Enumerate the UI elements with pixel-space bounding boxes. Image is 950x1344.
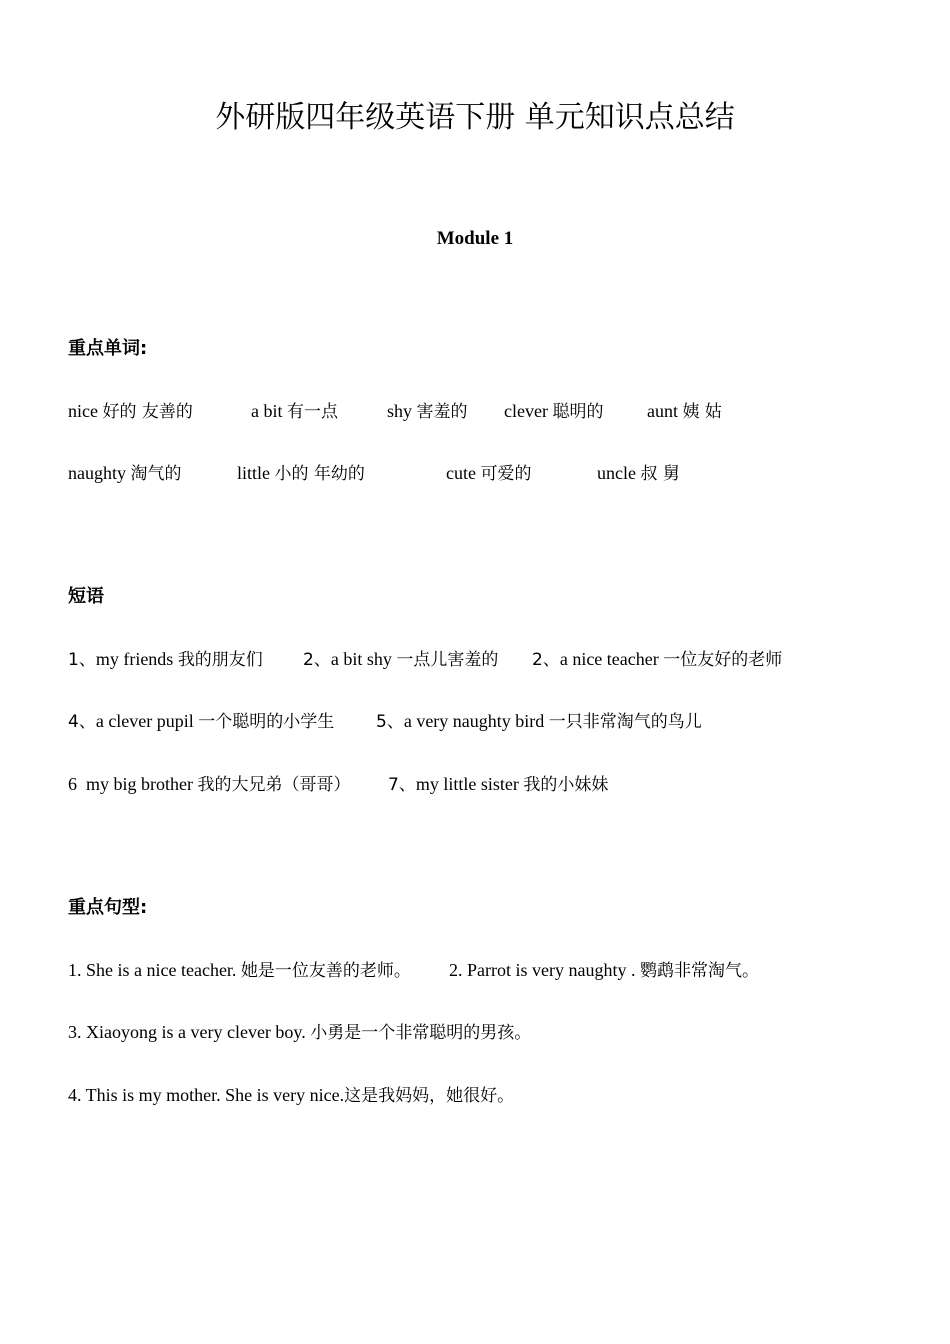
vocab-word: clever	[504, 401, 548, 421]
phrase-chinese: 一点儿害羞的	[396, 650, 499, 670]
vocab-meaning: 可爱的	[480, 464, 532, 484]
sentence-chinese: 这是我妈妈，她很好。	[344, 1086, 515, 1106]
sentence-item	[449, 956, 759, 985]
vocab-meaning: 姨 姑	[682, 402, 722, 422]
phrase-item	[68, 707, 334, 736]
sentence-english: 3. Xiaoyong is a very clever boy.	[68, 1022, 306, 1042]
phrase-item	[388, 770, 608, 799]
phrase-number: 1、	[68, 650, 96, 670]
phrase-chinese: 我的小妹妹	[523, 775, 609, 795]
phrase-chinese: 一个聪明的小学生	[198, 712, 335, 732]
phrase-english: my little sister	[415, 774, 519, 794]
vocab-word: nice	[68, 401, 98, 421]
vocab-item	[597, 459, 680, 488]
vocab-item	[251, 397, 338, 426]
sentence-item	[68, 1081, 514, 1110]
vocab-item	[237, 459, 365, 488]
phrase-item	[68, 645, 263, 674]
phrase-chinese: 一位友好的老师	[663, 650, 783, 670]
sentence-english: 2. Parrot is very naughty .	[449, 960, 636, 980]
phrase-english: my friends	[95, 649, 174, 669]
module-title: Module 1	[436, 228, 514, 249]
phrase-number: 6	[68, 774, 86, 794]
sentence-english: 1. She is a nice teacher.	[68, 960, 237, 980]
phrase-chinese: 我的大兄弟（哥哥）	[197, 775, 351, 795]
vocab-word: shy	[387, 401, 413, 421]
vocab-item	[446, 459, 531, 488]
sentence-item	[68, 956, 411, 985]
phrase-item	[68, 770, 350, 799]
sentence-chinese: 小勇是一个非常聪明的男孩。	[310, 1023, 532, 1043]
vocab-meaning: 有一点	[287, 402, 338, 422]
vocab-word: little	[237, 463, 270, 483]
vocab-meaning: 聪明的	[552, 402, 604, 422]
phrase-english: a nice teacher	[559, 649, 659, 669]
phrase-english: a clever pupil	[95, 711, 194, 731]
phrase-number: 5、	[376, 712, 404, 732]
sentence-english: 4. This is my mother. She is very nice.	[68, 1085, 345, 1105]
vocab-item	[647, 397, 722, 426]
vocab-item	[387, 397, 468, 426]
vocab-word: uncle	[597, 463, 636, 483]
phrase-chinese: 我的朋友们	[177, 650, 263, 670]
vocab-word: naughty	[68, 463, 126, 483]
vocabulary-heading: 重点单词:	[68, 338, 148, 359]
phrases-heading: 短语	[68, 586, 104, 607]
sentence-chinese: 鹦鹉非常淘气。	[639, 961, 759, 981]
phrase-english: a bit shy	[330, 649, 392, 669]
phrase-item	[532, 645, 782, 674]
phrase-number: 7、	[388, 775, 416, 795]
vocab-word: a bit	[251, 401, 283, 421]
vocab-meaning: 叔 舅	[640, 464, 680, 484]
vocab-item	[68, 459, 182, 488]
phrase-item	[303, 645, 498, 674]
phrase-english: a very naughty bird	[403, 711, 545, 731]
phrase-number: 4、	[68, 712, 96, 732]
phrase-item	[376, 707, 702, 736]
vocab-word: cute	[446, 463, 476, 483]
page-title: 外研版四年级英语下册 单元知识点总结	[215, 100, 735, 135]
vocab-item	[504, 397, 603, 426]
phrase-number: 2、	[532, 650, 560, 670]
vocab-meaning: 害羞的	[416, 402, 468, 422]
sentence-chinese: 她是一位友善的老师。	[240, 961, 411, 981]
vocab-meaning: 好的 友善的	[102, 402, 193, 422]
vocab-item	[68, 397, 193, 426]
phrase-english: my big brother	[86, 774, 193, 794]
vocab-meaning: 淘气的	[130, 464, 182, 484]
vocab-meaning: 小的 年幼的	[274, 464, 365, 484]
sentences-heading: 重点句型:	[68, 897, 148, 918]
sentence-item	[68, 1018, 531, 1047]
phrase-chinese: 一只非常淘气的鸟儿	[548, 712, 702, 732]
vocab-word: aunt	[647, 401, 678, 421]
phrase-number: 2、	[303, 650, 331, 670]
